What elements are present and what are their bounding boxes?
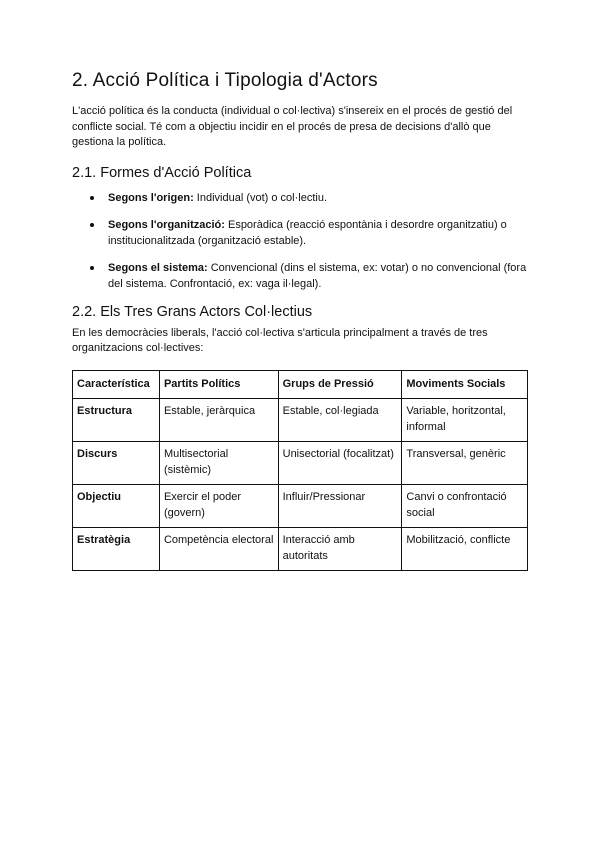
list-item — [72, 190, 528, 206]
table-header-row — [73, 370, 528, 399]
section-heading-actors: 2.2. Els Tres Grans Actors Col·lectius — [72, 303, 313, 320]
actors-intro-paragraph: En les democràcies liberals, l'acció col·lectiva s'articula principalment a través de tres organitzacions col·lectives: — [72, 326, 488, 354]
forms-list — [72, 190, 528, 292]
table-row — [73, 528, 528, 571]
table-cell: Influir/Pressionar — [278, 485, 402, 528]
table-cell: Unisectorial (focalitzat) — [278, 442, 402, 485]
table-row-header: Objectiu — [73, 485, 160, 528]
list-item-text: Individual (vot) o col·lectiu. — [193, 191, 328, 204]
list-item-label: Segons el sistema: — [108, 261, 208, 274]
table-row — [73, 485, 528, 528]
table-cell: Exercir el poder (govern) — [159, 485, 278, 528]
table-row-header: Discurs — [73, 442, 160, 485]
table-cell: Estable, col·legiada — [278, 399, 402, 442]
list-item-label: Segons l'origen: — [108, 191, 194, 204]
section-heading-forms: 2.1. Formes d'Acció Política — [72, 164, 252, 181]
list-item-text: Esporàdica (reacció espontània i desordre organitzatiu) o institucionalitzada (organització estable). — [108, 218, 507, 247]
table-cell: Competència electoral — [159, 528, 278, 571]
table-cell: Estable, jeràrquica — [159, 399, 278, 442]
table-cell: Variable, horitzontal, informal — [402, 399, 528, 442]
document-page — [72, 70, 528, 571]
table-header-cell: Partits Polítics — [159, 370, 278, 399]
table-cell: Multisectorial (sistèmic) — [159, 442, 278, 485]
list-item — [72, 217, 528, 249]
table-row — [73, 442, 528, 485]
table-cell: Canvi o confrontació social — [402, 485, 528, 528]
table-header-cell: Característica — [73, 370, 160, 399]
table-row — [73, 399, 528, 442]
actors-table — [72, 370, 528, 572]
list-item-label: Segons l'organització: — [108, 218, 225, 231]
table-row-header: Estratègia — [73, 528, 160, 571]
table-row-header: Estructura — [73, 399, 160, 442]
list-item — [72, 260, 528, 292]
table-header-cell: Moviments Socials — [402, 370, 528, 399]
intro-paragraph: L'acció política és la conducta (individual o col·lectiva) s'insereix en el procés de gestió del conflicte social. Té com a objectiu incidir en el procés de presa de decisions d'allò que gestiona la política. — [72, 105, 513, 148]
table-cell: Transversal, genèric — [402, 442, 528, 485]
list-item-text: Convencional (dins el sistema, ex: votar) o no convencional (fora del sistema. Confrontació, ex: vaga il·legal). — [108, 261, 527, 290]
table-cell: Interacció amb autoritats — [278, 528, 402, 571]
page-title: 2. Acció Política i Tipologia d'Actors — [72, 70, 378, 91]
table-cell: Mobilització, conflicte — [402, 528, 528, 571]
table-header-cell: Grups de Pressió — [278, 370, 402, 399]
